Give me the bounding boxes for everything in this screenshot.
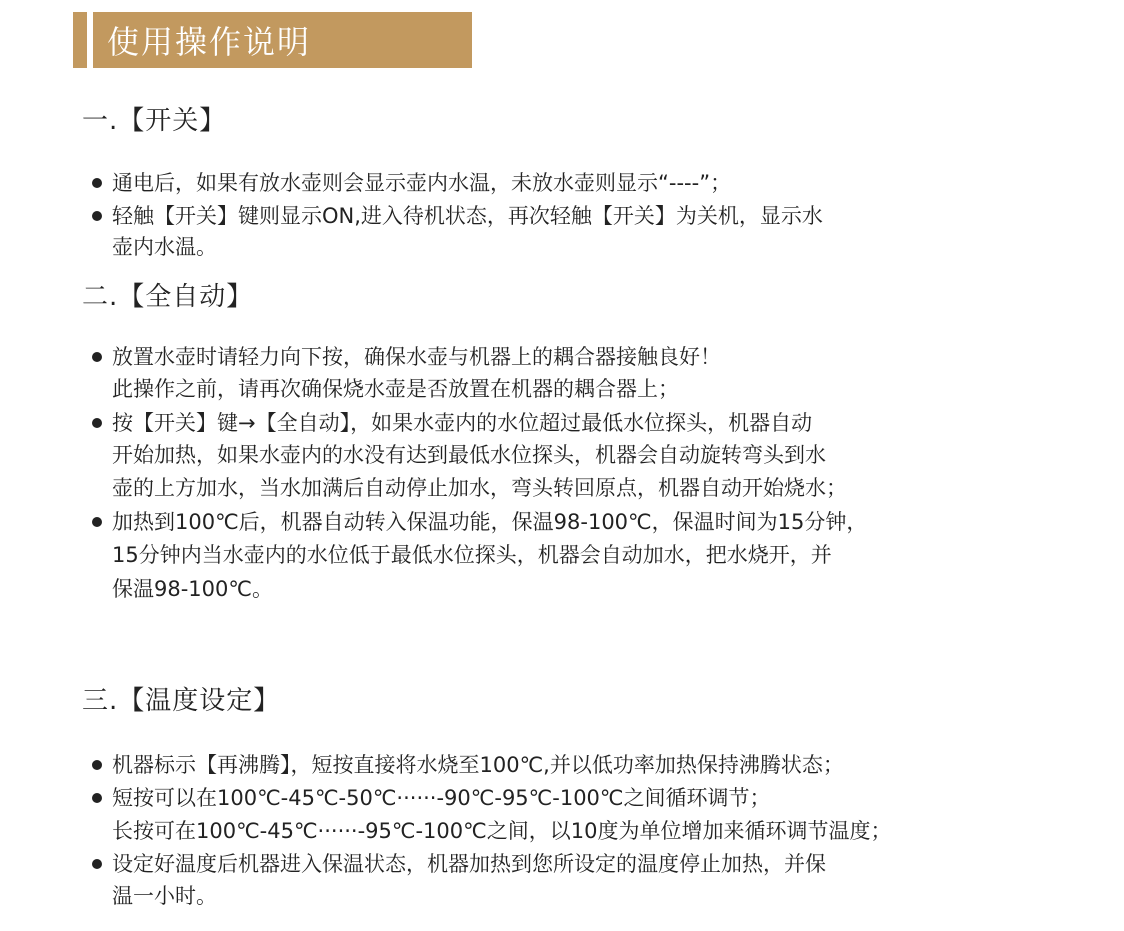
text-line: 长按可在100℃-45℃······-95℃-100℃之间，以10度为单位增加来循环调节温度；: [112, 819, 892, 843]
text-line: 开始加热，如果水壶内的水没有达到最低水位探头，机器会自动旋转弯头到水: [112, 443, 826, 467]
text-line: 温一小时。: [112, 884, 217, 908]
section-heading-auto: 二.【全自动】: [82, 282, 254, 312]
text-line: 壶内水温。: [112, 235, 217, 259]
title-accent-stripe: [73, 12, 87, 68]
text-line: 15分钟内当水壶内的水位低于最低水位探头，机器会自动加水，把水烧开，并: [112, 543, 832, 567]
bullet-icon: [92, 352, 102, 362]
section-heading-temperature: 三.【温度设定】: [82, 686, 281, 716]
bullet-icon: [92, 793, 102, 803]
text-line: 短按可以在100℃-45℃-50℃······-90℃-95℃-100℃之间循环调节；: [112, 786, 771, 810]
bullet-icon: [92, 178, 102, 188]
title-bar: [73, 12, 472, 68]
text-line: 壶的上方加水，当水加满后自动停止加水，弯头转回原点，机器自动开始烧水；: [112, 476, 847, 500]
title-box: [93, 12, 472, 68]
text-line: 设定好温度后机器进入保温状态，机器加热到您所设定的温度停止加热，并保: [112, 852, 826, 876]
section-heading-power: 一.【开关】: [82, 106, 227, 136]
text-line: 轻触【开关】键则显示ON,进入待机状态，再次轻触【开关】为关机，显示水: [112, 204, 823, 228]
bullet-icon: [92, 418, 102, 428]
text-line: 通电后，如果有放水壶则会显示壶内水温，未放水壶则显示“----”；: [112, 171, 732, 195]
bullet-icon: [92, 211, 102, 221]
bullet-icon: [92, 859, 102, 869]
text-line: 加热到100℃后，机器自动转入保温功能，保温98-100℃，保温时间为15分钟，: [112, 510, 868, 534]
text-line: 按【开关】键→【全自动】，如果水壶内的水位超过最低水位探头，机器自动: [112, 411, 813, 435]
text-line: 保温98-100℃。: [112, 577, 273, 601]
bullet-icon: [92, 517, 102, 527]
bullet-icon: [92, 760, 102, 770]
page-title: 使用操作说明: [107, 23, 312, 61]
text-line: 机器标示【再沸腾】，短按直接将水烧至100℃,并以低功率加热保持沸腾状态；: [112, 753, 844, 777]
text-line: 此操作之前，请再次确保烧水壶是否放置在机器的耦合器上；: [112, 377, 679, 401]
text-line: 放置水壶时请轻力向下按，确保水壶与机器上的耦合器接触良好！: [112, 345, 721, 369]
